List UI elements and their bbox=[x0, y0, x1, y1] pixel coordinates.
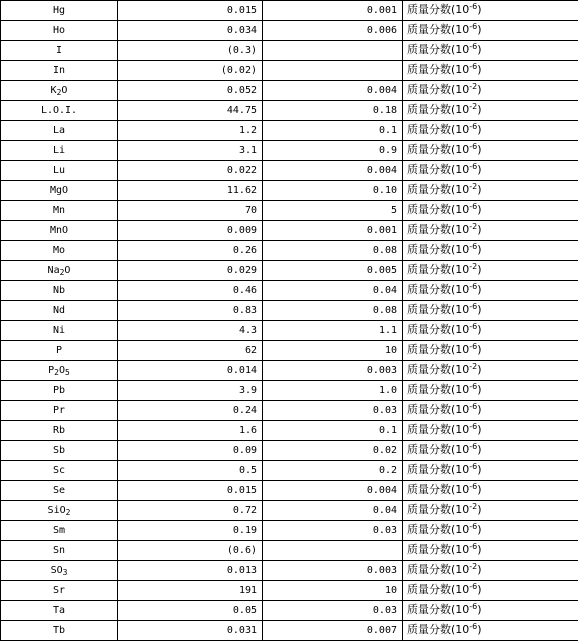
value-cell: 0.009 bbox=[118, 221, 263, 241]
element-text: Lu bbox=[53, 165, 65, 176]
unit-exponent: -6 bbox=[469, 442, 477, 451]
uncertainty-cell: 0.003 bbox=[263, 361, 403, 381]
unit-cell bbox=[403, 221, 578, 241]
table-row bbox=[1, 281, 578, 301]
uncertainty-cell: 5 bbox=[263, 201, 403, 221]
table-row bbox=[1, 341, 578, 361]
unit-label: 质量分数(10 bbox=[407, 423, 469, 436]
value-cell: 0.19 bbox=[118, 521, 263, 541]
value-cell: 0.015 bbox=[118, 1, 263, 21]
uncertainty-cell bbox=[263, 41, 403, 61]
value-cell: 0.83 bbox=[118, 301, 263, 321]
unit-close-paren: ) bbox=[477, 283, 481, 296]
uncertainty-cell: 0.03 bbox=[263, 521, 403, 541]
element-text: K bbox=[51, 85, 57, 96]
element-text: O bbox=[59, 365, 65, 376]
element-cell bbox=[1, 221, 118, 241]
unit-exponent: -6 bbox=[469, 322, 477, 331]
value-cell: (0.3) bbox=[118, 41, 263, 61]
unit-close-paren: ) bbox=[477, 263, 481, 276]
table-row bbox=[1, 261, 578, 281]
element-text: Sb bbox=[53, 445, 65, 456]
element-text: Mo bbox=[53, 245, 65, 256]
element-text: I bbox=[56, 45, 62, 56]
table-row bbox=[1, 381, 578, 401]
unit-exponent: -6 bbox=[469, 22, 477, 31]
element-text: Se bbox=[53, 485, 65, 496]
element-text: O bbox=[64, 265, 70, 276]
element-cell bbox=[1, 101, 118, 121]
value-cell: 3.1 bbox=[118, 141, 263, 161]
unit-exponent: -6 bbox=[469, 622, 477, 631]
unit-label: 质量分数(10 bbox=[407, 523, 469, 536]
unit-label: 质量分数(10 bbox=[407, 483, 469, 496]
element-text: O bbox=[61, 85, 67, 96]
unit-cell bbox=[403, 261, 578, 281]
unit-label: 质量分数(10 bbox=[407, 183, 469, 196]
element-text: Pb bbox=[53, 385, 65, 396]
table-row bbox=[1, 21, 578, 41]
value-cell: 191 bbox=[118, 581, 263, 601]
unit-exponent: -6 bbox=[469, 62, 477, 71]
unit-cell bbox=[403, 1, 578, 21]
element-cell bbox=[1, 121, 118, 141]
unit-cell bbox=[403, 341, 578, 361]
unit-cell bbox=[403, 621, 578, 641]
value-cell: 0.022 bbox=[118, 161, 263, 181]
element-cell bbox=[1, 241, 118, 261]
table-row bbox=[1, 481, 578, 501]
element-text: SO bbox=[51, 565, 63, 576]
value-cell: 44.75 bbox=[118, 101, 263, 121]
table-row bbox=[1, 221, 578, 241]
unit-label: 质量分数(10 bbox=[407, 443, 469, 456]
element-text: P bbox=[48, 365, 54, 376]
unit-close-paren: ) bbox=[477, 183, 481, 196]
uncertainty-cell: 0.1 bbox=[263, 421, 403, 441]
unit-exponent: -6 bbox=[469, 242, 477, 251]
value-cell: (0.6) bbox=[118, 541, 263, 561]
element-cell bbox=[1, 421, 118, 441]
table-row bbox=[1, 401, 578, 421]
unit-close-paren: ) bbox=[477, 163, 481, 176]
unit-exponent: -6 bbox=[469, 422, 477, 431]
table-row bbox=[1, 201, 578, 221]
unit-cell bbox=[403, 481, 578, 501]
unit-cell bbox=[403, 401, 578, 421]
unit-cell bbox=[403, 41, 578, 61]
element-cell bbox=[1, 561, 118, 581]
unit-close-paren: ) bbox=[477, 583, 481, 596]
table-row bbox=[1, 501, 578, 521]
element-text: La bbox=[53, 125, 65, 136]
element-text: Ni bbox=[53, 325, 65, 336]
unit-exponent: -2 bbox=[469, 562, 477, 571]
uncertainty-cell bbox=[263, 541, 403, 561]
unit-cell bbox=[403, 361, 578, 381]
element-text: Sm bbox=[53, 525, 65, 536]
unit-label: 质量分数(10 bbox=[407, 403, 469, 416]
element-cell bbox=[1, 1, 118, 21]
element-text: Tb bbox=[53, 625, 65, 636]
uncertainty-cell: 0.03 bbox=[263, 601, 403, 621]
element-text: Na bbox=[48, 265, 60, 276]
unit-close-paren: ) bbox=[477, 543, 481, 556]
unit-exponent: -6 bbox=[469, 542, 477, 551]
unit-cell bbox=[403, 101, 578, 121]
value-cell: 0.015 bbox=[118, 481, 263, 501]
unit-label: 质量分数(10 bbox=[407, 123, 469, 136]
unit-cell bbox=[403, 161, 578, 181]
element-text: SiO bbox=[48, 505, 66, 516]
unit-label: 质量分数(10 bbox=[407, 463, 469, 476]
unit-close-paren: ) bbox=[477, 83, 481, 96]
element-text: Rb bbox=[53, 425, 65, 436]
table-row bbox=[1, 81, 578, 101]
unit-label: 质量分数(10 bbox=[407, 363, 469, 376]
unit-label: 质量分数(10 bbox=[407, 583, 469, 596]
uncertainty-cell: 0.004 bbox=[263, 481, 403, 501]
element-text: Nb bbox=[53, 285, 65, 296]
unit-cell bbox=[403, 421, 578, 441]
element-cell bbox=[1, 341, 118, 361]
element-subscript: 2 bbox=[57, 88, 62, 97]
element-cell bbox=[1, 61, 118, 81]
element-cell bbox=[1, 41, 118, 61]
table-row bbox=[1, 541, 578, 561]
element-cell bbox=[1, 181, 118, 201]
unit-label: 质量分数(10 bbox=[407, 243, 469, 256]
element-cell bbox=[1, 141, 118, 161]
element-cell bbox=[1, 501, 118, 521]
uncertainty-cell: 0.04 bbox=[263, 501, 403, 521]
uncertainty-cell: 0.08 bbox=[263, 241, 403, 261]
unit-label: 质量分数(10 bbox=[407, 543, 469, 556]
uncertainty-cell: 0.08 bbox=[263, 301, 403, 321]
value-cell: 0.46 bbox=[118, 281, 263, 301]
unit-cell bbox=[403, 201, 578, 221]
unit-close-paren: ) bbox=[477, 63, 481, 76]
unit-label: 质量分数(10 bbox=[407, 283, 469, 296]
uncertainty-cell: 0.005 bbox=[263, 261, 403, 281]
unit-cell bbox=[403, 601, 578, 621]
element-subscript: 2 bbox=[60, 268, 65, 277]
table-row bbox=[1, 301, 578, 321]
value-cell: 0.014 bbox=[118, 361, 263, 381]
unit-cell bbox=[403, 501, 578, 521]
value-cell: 0.05 bbox=[118, 601, 263, 621]
value-cell: 3.9 bbox=[118, 381, 263, 401]
table-row bbox=[1, 621, 578, 641]
unit-exponent: -6 bbox=[469, 482, 477, 491]
unit-close-paren: ) bbox=[477, 23, 481, 36]
unit-label: 质量分数(10 bbox=[407, 23, 469, 36]
uncertainty-cell: 0.10 bbox=[263, 181, 403, 201]
unit-cell bbox=[403, 121, 578, 141]
unit-cell bbox=[403, 441, 578, 461]
element-cell bbox=[1, 281, 118, 301]
unit-cell bbox=[403, 241, 578, 261]
element-cell bbox=[1, 461, 118, 481]
table-row bbox=[1, 361, 578, 381]
table-row bbox=[1, 181, 578, 201]
uncertainty-cell: 0.004 bbox=[263, 161, 403, 181]
unit-cell bbox=[403, 561, 578, 581]
unit-close-paren: ) bbox=[477, 483, 481, 496]
element-cell bbox=[1, 261, 118, 281]
unit-close-paren: ) bbox=[477, 423, 481, 436]
element-text: Hg bbox=[53, 5, 65, 16]
unit-cell bbox=[403, 21, 578, 41]
element-text: Li bbox=[53, 145, 65, 156]
element-text: P bbox=[56, 345, 62, 356]
unit-cell bbox=[403, 381, 578, 401]
unit-label: 质量分数(10 bbox=[407, 323, 469, 336]
unit-label: 质量分数(10 bbox=[407, 303, 469, 316]
unit-label: 质量分数(10 bbox=[407, 63, 469, 76]
unit-label: 质量分数(10 bbox=[407, 383, 469, 396]
uncertainty-cell: 10 bbox=[263, 581, 403, 601]
unit-exponent: -2 bbox=[469, 102, 477, 111]
element-cell bbox=[1, 481, 118, 501]
uncertainty-cell: 0.03 bbox=[263, 401, 403, 421]
value-cell: 0.034 bbox=[118, 21, 263, 41]
element-cell bbox=[1, 541, 118, 561]
unit-close-paren: ) bbox=[477, 603, 481, 616]
unit-label: 质量分数(10 bbox=[407, 503, 469, 516]
unit-exponent: -6 bbox=[469, 582, 477, 591]
unit-cell bbox=[403, 61, 578, 81]
unit-close-paren: ) bbox=[477, 123, 481, 136]
unit-exponent: -6 bbox=[469, 42, 477, 51]
element-cell bbox=[1, 361, 118, 381]
unit-label: 质量分数(10 bbox=[407, 163, 469, 176]
uncertainty-cell: 10 bbox=[263, 341, 403, 361]
unit-close-paren: ) bbox=[477, 323, 481, 336]
table-row bbox=[1, 41, 578, 61]
unit-exponent: -6 bbox=[469, 282, 477, 291]
unit-close-paren: ) bbox=[477, 523, 481, 536]
value-cell: 0.26 bbox=[118, 241, 263, 261]
element-subscript: 3 bbox=[63, 568, 68, 577]
table-row bbox=[1, 441, 578, 461]
unit-label: 质量分数(10 bbox=[407, 263, 469, 276]
table-row bbox=[1, 121, 578, 141]
unit-exponent: -6 bbox=[469, 122, 477, 131]
uncertainty-cell: 0.003 bbox=[263, 561, 403, 581]
table-row bbox=[1, 101, 578, 121]
unit-label: 质量分数(10 bbox=[407, 203, 469, 216]
table-row bbox=[1, 161, 578, 181]
unit-label: 质量分数(10 bbox=[407, 43, 469, 56]
unit-exponent: -6 bbox=[469, 142, 477, 151]
unit-close-paren: ) bbox=[477, 383, 481, 396]
element-text: Nd bbox=[53, 305, 65, 316]
table-row bbox=[1, 521, 578, 541]
uncertainty-cell: 0.2 bbox=[263, 461, 403, 481]
uncertainty-cell: 0.02 bbox=[263, 441, 403, 461]
unit-close-paren: ) bbox=[477, 403, 481, 416]
value-cell: 0.09 bbox=[118, 441, 263, 461]
unit-close-paren: ) bbox=[477, 203, 481, 216]
unit-cell bbox=[403, 321, 578, 341]
table-row bbox=[1, 581, 578, 601]
value-cell: 1.6 bbox=[118, 421, 263, 441]
uncertainty-cell: 1.1 bbox=[263, 321, 403, 341]
value-cell: (0.02) bbox=[118, 61, 263, 81]
unit-cell bbox=[403, 181, 578, 201]
unit-exponent: -6 bbox=[469, 162, 477, 171]
unit-exponent: -6 bbox=[469, 302, 477, 311]
unit-close-paren: ) bbox=[477, 503, 481, 516]
element-text: MgO bbox=[50, 185, 68, 196]
unit-close-paren: ) bbox=[477, 343, 481, 356]
unit-label: 质量分数(10 bbox=[407, 103, 469, 116]
element-cell bbox=[1, 441, 118, 461]
element-text: Sr bbox=[53, 585, 65, 596]
unit-cell bbox=[403, 281, 578, 301]
table-row bbox=[1, 601, 578, 621]
element-cell bbox=[1, 81, 118, 101]
unit-close-paren: ) bbox=[477, 363, 481, 376]
table-row bbox=[1, 461, 578, 481]
unit-close-paren: ) bbox=[477, 563, 481, 576]
uncertainty-cell bbox=[263, 61, 403, 81]
unit-close-paren: ) bbox=[477, 463, 481, 476]
element-text: In bbox=[53, 65, 65, 76]
unit-exponent: -6 bbox=[469, 342, 477, 351]
element-cell bbox=[1, 601, 118, 621]
uncertainty-cell: 0.001 bbox=[263, 221, 403, 241]
element-cell bbox=[1, 401, 118, 421]
unit-close-paren: ) bbox=[477, 103, 481, 116]
table-row bbox=[1, 321, 578, 341]
element-text: L.O.I. bbox=[41, 105, 77, 116]
unit-close-paren: ) bbox=[477, 243, 481, 256]
unit-exponent: -2 bbox=[469, 182, 477, 191]
value-cell: 0.5 bbox=[118, 461, 263, 481]
element-text: Ho bbox=[53, 25, 65, 36]
element-cell bbox=[1, 521, 118, 541]
unit-cell bbox=[403, 581, 578, 601]
table-row bbox=[1, 1, 578, 21]
unit-exponent: -6 bbox=[469, 462, 477, 471]
element-cell bbox=[1, 321, 118, 341]
unit-exponent: -2 bbox=[469, 262, 477, 271]
element-cell bbox=[1, 581, 118, 601]
unit-cell bbox=[403, 541, 578, 561]
table-row bbox=[1, 241, 578, 261]
uncertainty-cell: 0.006 bbox=[263, 21, 403, 41]
value-cell: 1.2 bbox=[118, 121, 263, 141]
unit-exponent: -6 bbox=[469, 602, 477, 611]
unit-close-paren: ) bbox=[477, 443, 481, 456]
element-cell bbox=[1, 301, 118, 321]
uncertainty-cell: 0.004 bbox=[263, 81, 403, 101]
unit-cell bbox=[403, 461, 578, 481]
unit-exponent: -6 bbox=[469, 522, 477, 531]
unit-close-paren: ) bbox=[477, 223, 481, 236]
element-cell bbox=[1, 21, 118, 41]
table-row bbox=[1, 561, 578, 581]
table-body bbox=[1, 1, 578, 641]
uncertainty-cell: 0.001 bbox=[263, 1, 403, 21]
unit-exponent: -6 bbox=[469, 402, 477, 411]
unit-cell bbox=[403, 301, 578, 321]
value-cell: 62 bbox=[118, 341, 263, 361]
unit-exponent: -2 bbox=[469, 222, 477, 231]
unit-cell bbox=[403, 521, 578, 541]
unit-exponent: -2 bbox=[469, 82, 477, 91]
uncertainty-cell: 1.0 bbox=[263, 381, 403, 401]
element-text: Sc bbox=[53, 465, 65, 476]
value-cell: 70 bbox=[118, 201, 263, 221]
element-text: Sn bbox=[53, 545, 65, 556]
unit-close-paren: ) bbox=[477, 623, 481, 636]
element-text: Ta bbox=[53, 605, 65, 616]
unit-label: 质量分数(10 bbox=[407, 603, 469, 616]
value-cell: 0.031 bbox=[118, 621, 263, 641]
unit-exponent: -2 bbox=[469, 502, 477, 511]
unit-exponent: -6 bbox=[469, 382, 477, 391]
value-cell: 0.24 bbox=[118, 401, 263, 421]
unit-exponent: -6 bbox=[469, 2, 477, 11]
element-cell bbox=[1, 161, 118, 181]
uncertainty-cell: 0.007 bbox=[263, 621, 403, 641]
element-text: Pr bbox=[53, 405, 65, 416]
element-text: Mn bbox=[53, 205, 65, 216]
element-subscript: 2 bbox=[54, 368, 59, 377]
unit-label: 质量分数(10 bbox=[407, 223, 469, 236]
value-cell: 11.62 bbox=[118, 181, 263, 201]
unit-cell bbox=[403, 81, 578, 101]
value-cell: 0.72 bbox=[118, 501, 263, 521]
unit-close-paren: ) bbox=[477, 143, 481, 156]
unit-close-paren: ) bbox=[477, 303, 481, 316]
element-cell bbox=[1, 201, 118, 221]
uncertainty-cell: 0.18 bbox=[263, 101, 403, 121]
unit-close-paren: ) bbox=[477, 3, 481, 16]
unit-label: 质量分数(10 bbox=[407, 623, 469, 636]
unit-close-paren: ) bbox=[477, 43, 481, 56]
unit-cell bbox=[403, 141, 578, 161]
table-row bbox=[1, 61, 578, 81]
unit-label: 质量分数(10 bbox=[407, 3, 469, 16]
element-subscript: 5 bbox=[65, 368, 70, 377]
unit-label: 质量分数(10 bbox=[407, 343, 469, 356]
value-cell: 0.052 bbox=[118, 81, 263, 101]
table-row bbox=[1, 141, 578, 161]
uncertainty-cell: 0.9 bbox=[263, 141, 403, 161]
unit-label: 质量分数(10 bbox=[407, 143, 469, 156]
unit-exponent: -6 bbox=[469, 202, 477, 211]
unit-label: 质量分数(10 bbox=[407, 563, 469, 576]
unit-label: 质量分数(10 bbox=[407, 83, 469, 96]
value-cell: 4.3 bbox=[118, 321, 263, 341]
element-text: MnO bbox=[50, 225, 68, 236]
uncertainty-cell: 0.1 bbox=[263, 121, 403, 141]
value-cell: 0.029 bbox=[118, 261, 263, 281]
table-row bbox=[1, 421, 578, 441]
element-cell bbox=[1, 621, 118, 641]
element-subscript: 2 bbox=[66, 508, 71, 517]
value-cell: 0.013 bbox=[118, 561, 263, 581]
unit-exponent: -2 bbox=[469, 362, 477, 371]
element-cell bbox=[1, 381, 118, 401]
uncertainty-cell: 0.04 bbox=[263, 281, 403, 301]
